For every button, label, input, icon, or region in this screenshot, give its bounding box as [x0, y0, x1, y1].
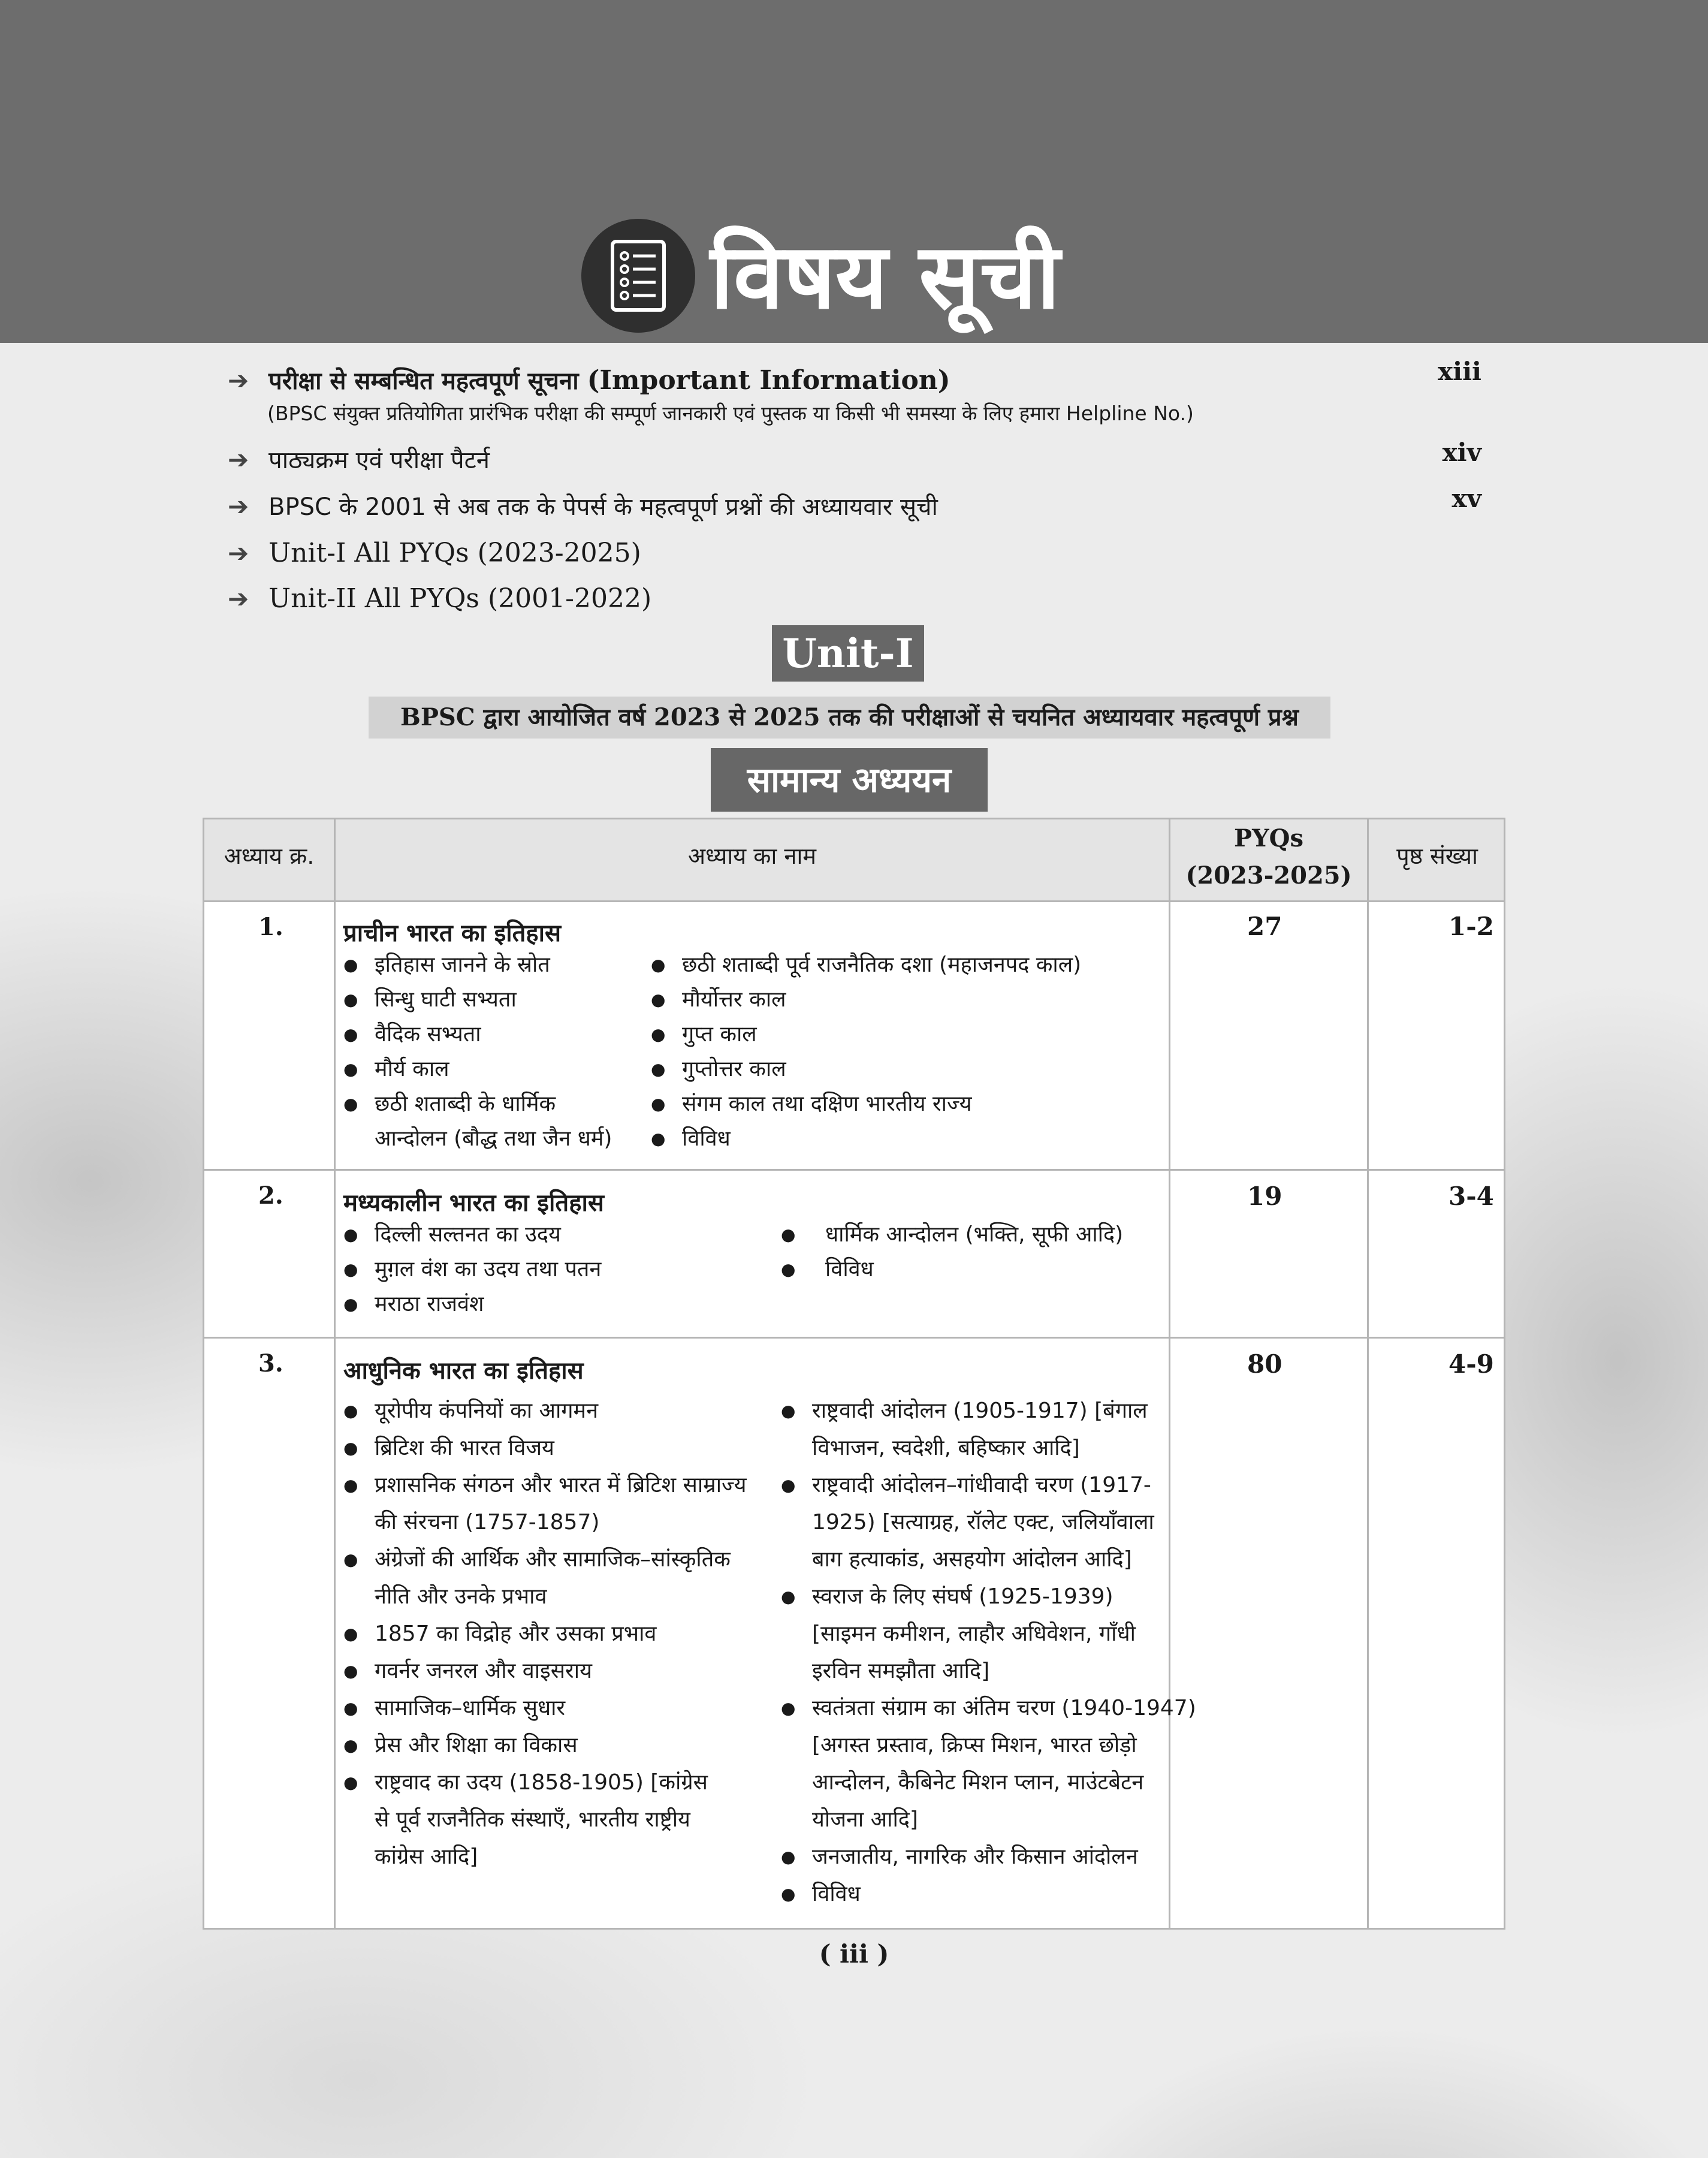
page-range: 1-2	[1449, 912, 1494, 941]
topic-item: ● सिन्धु घाटी सभ्यता	[343, 982, 517, 1017]
bullet-icon: ●	[781, 1698, 796, 1718]
bullet-icon: ●	[651, 1024, 666, 1044]
bullet-icon: ●	[651, 990, 666, 1009]
topic-item: ● छठी शताब्दी के धार्मिक	[343, 1087, 556, 1122]
topic-item: ● विविध	[651, 1122, 731, 1156]
toc-item-syllabus[interactable]	[228, 439, 490, 481]
topic-item: ● धार्मिक आन्दोलन (भक्ति, सूफी आदि)	[781, 1217, 1123, 1252]
bullet-icon: ●	[343, 1661, 358, 1681]
topic-item: ● गवर्नर जनरल और वाइसराय	[343, 1653, 592, 1690]
toc-item-label: BPSC के 2001 से अब तक के पेपर्स के महत्वपूर्ण प्रश्नों की अध्यायवार सूची	[268, 493, 938, 521]
unit-subtitle: BPSC द्वारा आयोजित वर्ष 2023 से 2025 तक की परीक्षाओं से चयनित अध्यायवार महत्वपूर्ण प्रश्न	[369, 697, 1330, 739]
topic-item: ● ब्रिटिश की भारत विजय	[343, 1430, 554, 1467]
page-title: विषय सूची	[710, 225, 1060, 329]
topic-item: ● 1857 का विद्रोह और उसका प्रभाव	[343, 1616, 656, 1653]
topic-item: ● संगम काल तथा दक्षिण भारतीय राज्य	[651, 1087, 971, 1122]
page-range: 3-4	[1449, 1182, 1494, 1211]
arrow-right-icon: ➔	[228, 538, 249, 568]
bullet-icon: ●	[343, 1698, 358, 1718]
chapter-title: मध्यकालीन भारत का इतिहास	[343, 1189, 604, 1217]
topic-item-continued: आन्दोलन, कैबिनेट मिशन प्लान, माउंटबेटन	[812, 1770, 1144, 1795]
toc-item-unit2-pyqs[interactable]	[228, 578, 651, 620]
bullet-icon: ●	[343, 1624, 358, 1644]
topic-item-continued: [साइमन कमीशन, लाहौर अधिवेशन, गाँधी	[812, 1621, 1136, 1646]
topic-item: ● मुग़ल वंश का उदय तथा पतन	[343, 1252, 601, 1287]
bullet-icon: ●	[781, 1401, 796, 1421]
pyq-count: 19	[1247, 1182, 1282, 1211]
topic-item: ● दिल्ली सल्तनत का उदय	[343, 1217, 561, 1252]
bullet-icon: ●	[651, 1129, 666, 1149]
bullet-icon: ●	[343, 1225, 358, 1244]
bullet-icon: ●	[343, 1294, 358, 1314]
bullet-icon: ●	[343, 1550, 358, 1569]
chapter-number: 1.	[258, 913, 283, 941]
bullet-icon: ●	[343, 1735, 358, 1755]
bullet-icon: ●	[343, 1094, 358, 1114]
topic-item-continued: इरविन समझौता आदि]	[812, 1659, 990, 1683]
list-document-icon	[581, 219, 695, 333]
pyq-count: 80	[1247, 1349, 1282, 1379]
bullet-icon: ●	[343, 1259, 358, 1279]
bullet-icon: ●	[651, 955, 666, 975]
bullet-icon: ●	[781, 1884, 796, 1904]
bullet-icon: ●	[343, 955, 358, 975]
topic-item: ● जनजातीय, नागरिक और किसान आंदोलन	[781, 1838, 1138, 1876]
topic-item: ● राष्ट्रवादी आंदोलन (1905-1917) [बंगाल	[781, 1393, 1148, 1430]
bullet-icon: ●	[343, 1773, 358, 1792]
topic-item-continued: से पूर्व राजनैतिक संस्थाएँ, भारतीय राष्ट्रीय	[375, 1807, 690, 1832]
toc-page-number: xiii	[1438, 357, 1481, 386]
header-page: पृष्ठ संख्या	[1396, 843, 1478, 869]
topic-item: ● राष्ट्रवाद का उदय (1858-1905) [कांग्रेस	[343, 1764, 708, 1801]
topic-item: ● विविध	[781, 1252, 874, 1287]
toc-item-chapterwise-list[interactable]	[228, 486, 938, 528]
header-pyqs-years: (2023-2025)	[1185, 861, 1352, 890]
bullet-icon: ●	[781, 1847, 796, 1867]
topic-item: ● प्रशासनिक संगठन और भारत में ब्रिटिश साम्राज्य	[343, 1467, 747, 1504]
bullet-icon: ●	[343, 1059, 358, 1079]
bullet-icon: ●	[343, 1024, 358, 1044]
arrow-right-icon: ➔	[228, 584, 249, 613]
toc-item-label: Unit-I All PYQs (2023-2025)	[268, 538, 641, 568]
header-band	[0, 0, 1708, 343]
topic-item: ● छठी शताब्दी पूर्व राजनैतिक दशा (महाजनपद काल)	[651, 948, 1081, 982]
table-header	[204, 819, 1504, 901]
topic-item: ● स्वराज के लिए संघर्ष (1925-1939)	[781, 1578, 1113, 1616]
bullet-icon: ●	[343, 1401, 358, 1421]
topic-item-continued: योजना आदि]	[812, 1807, 918, 1832]
pyq-count: 27	[1247, 912, 1282, 941]
topic-item-continued: कांग्रेस आदि]	[375, 1844, 478, 1869]
topic-item: ● विविध	[781, 1876, 861, 1913]
bullet-icon: ●	[781, 1587, 796, 1607]
topic-item: ● राष्ट्रवादी आंदोलन–गांधीवादी चरण (1917-	[781, 1467, 1151, 1504]
topic-item-continued: 1925) [सत्याग्रह, रॉलेट एक्ट, जलियाँवाला	[812, 1510, 1154, 1535]
bullet-icon: ●	[651, 1094, 666, 1114]
toc-item-label: पाठ्यक्रम एवं परीक्षा पैटर्न	[268, 447, 490, 474]
header-chapter-no: अध्याय क्र.	[224, 843, 315, 869]
header-chapter-name: अध्याय का नाम	[687, 843, 817, 869]
topic-item: ● यूरोपीय कंपनियों का आगमन	[343, 1393, 598, 1430]
bullet-icon: ●	[651, 1059, 666, 1079]
toc-item-label: परीक्षा से सम्बन्धित महत्वपूर्ण सूचना	[268, 367, 579, 395]
arrow-right-icon: ➔	[228, 366, 249, 395]
topic-item-continued: आन्दोलन (बौद्ध तथा जैन धर्म)	[375, 1126, 612, 1151]
bullet-icon: ●	[781, 1475, 796, 1495]
chapter-title: आधुनिक भारत का इतिहास	[343, 1357, 584, 1385]
topic-item: ● वैदिक सभ्यता	[343, 1017, 481, 1052]
arrow-right-icon: ➔	[228, 445, 249, 474]
page-range: 4-9	[1449, 1349, 1494, 1379]
topic-item: ● स्वतंत्रता संग्राम का अंतिम चरण (1940-1947)	[781, 1690, 1196, 1727]
topic-item: ● अंग्रेजों की आर्थिक और सामाजिक–सांस्कृतिक	[343, 1541, 731, 1578]
section-title: सामान्य अध्ययन	[711, 748, 988, 812]
unit-title: Unit-I	[772, 625, 924, 682]
topic-item: ● गुप्तोत्तर काल	[651, 1052, 786, 1087]
bullet-icon: ●	[781, 1225, 796, 1244]
toc-item-label: Unit-II All PYQs (2001-2022)	[268, 583, 652, 614]
toc-page-number: xiv	[1442, 438, 1481, 467]
toc-item-note: (BPSC संयुक्त प्रतियोगिता प्रारंभिक परीक्षा की सम्पूर्ण जानकारी एवं पुस्तक या किसी भी समस्या के लिए हमारा Helpline No.)	[267, 402, 1194, 425]
chapter-title: प्राचीन भारत का इतिहास	[343, 920, 562, 947]
chapter-number: 3.	[258, 1349, 283, 1378]
topic-item: ● प्रेस और शिक्षा का विकास	[343, 1727, 578, 1764]
contents-table	[203, 818, 1505, 1930]
toc-item-unit1-pyqs[interactable]	[228, 532, 641, 574]
bullet-icon: ●	[343, 990, 358, 1009]
chapter-number: 2.	[258, 1182, 283, 1210]
bullet-icon: ●	[343, 1475, 358, 1495]
topic-item: ● मराठा राजवंश	[343, 1287, 484, 1322]
topic-item-continued: बाग हत्याकांड, असहयोग आंदोलन आदि]	[812, 1547, 1132, 1572]
topic-item: ● सामाजिक–धार्मिक सुधार	[343, 1690, 565, 1727]
topic-item-continued: [अगस्त प्रस्ताव, क्रिप्स मिशन, भारत छोड़ो	[812, 1733, 1137, 1758]
bullet-icon: ●	[343, 1438, 358, 1458]
topic-item-continued: विभाजन, स्वदेशी, बहिष्कार आदि]	[812, 1436, 1080, 1460]
topic-item-continued: की संरचना (1757-1857)	[375, 1510, 600, 1535]
toc-item-label-en: (Important Information)	[587, 365, 950, 396]
topic-item: ● मौर्य काल	[343, 1052, 449, 1087]
topic-item: ● गुप्त काल	[651, 1017, 757, 1052]
header-pyqs: PYQs	[1234, 824, 1303, 852]
topic-item: ● इतिहास जानने के स्रोत	[343, 948, 550, 982]
topic-item: ● मौर्योत्तर काल	[651, 982, 786, 1017]
topic-item-continued: नीति और उनके प्रभाव	[375, 1584, 547, 1609]
arrow-right-icon: ➔	[228, 492, 249, 521]
page-number: ( iii )	[819, 1939, 889, 1969]
bullet-icon: ●	[781, 1259, 796, 1279]
toc-page-number: xv	[1452, 484, 1481, 513]
